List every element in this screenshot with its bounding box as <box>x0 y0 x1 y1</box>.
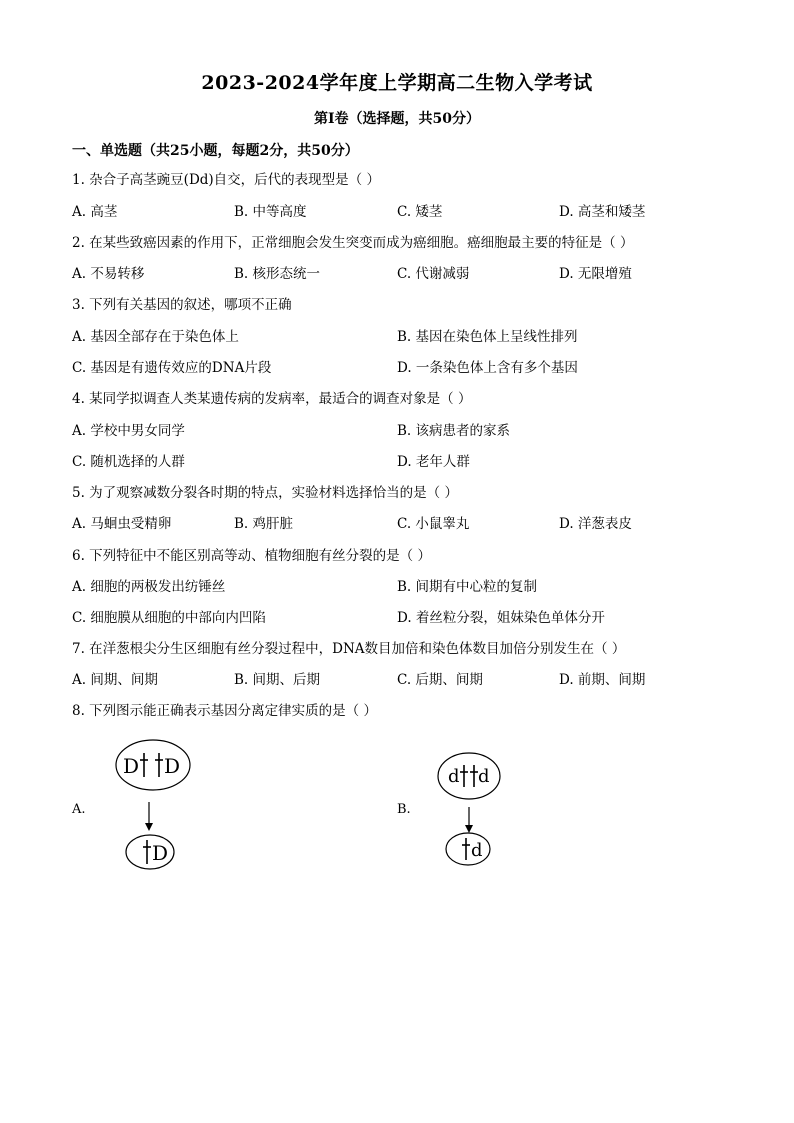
chromosome-icon <box>460 765 468 787</box>
question-6-option-a: A. 细胞的两极发出纺锤丝 <box>72 579 226 595</box>
allele-a-top-right: D <box>164 754 181 778</box>
question-7-option-b: B. 间期、后期 <box>234 672 321 688</box>
page-title: 2023-2024学年度上学期高二生物入学考试 <box>201 72 593 94</box>
question-8-option-a-label: A. <box>72 802 86 817</box>
question-2-option-d: D. 无限增殖 <box>559 266 632 282</box>
question-8-stem: 8. 下列图示能正确表示基因分离定律实质的是（ ） <box>72 703 377 719</box>
question-7-option-d: D. 前期、间期 <box>559 672 646 688</box>
question-6-stem: 6. 下列特征中不能区别高等动、植物细胞有丝分裂的是（ ） <box>72 548 431 564</box>
question-4-stem: 4. 某同学拟调查人类某遗传病的发病率，最适合的调查对象是（ ） <box>72 391 472 407</box>
question-2-option-b: B. 核形态统一 <box>234 266 321 282</box>
question-6-option-d: D. 着丝粒分裂，姐妹染色单体分开 <box>397 610 605 626</box>
question-3-stem: 3. 下列有关基因的叙述，哪项不正确 <box>72 297 292 313</box>
diagram-b <box>420 745 530 875</box>
question-6-option-b: B. 间期有中心粒的复制 <box>397 579 538 595</box>
question-7-option-a: A. 间期、间期 <box>72 672 158 688</box>
question-3-option-a: A. 基因全部存在于染色体上 <box>72 329 239 345</box>
question-1-option-d: D. 高茎和矮茎 <box>559 204 646 220</box>
diagram-a <box>100 735 230 875</box>
question-2-stem: 2. 在某些致癌因素的作用下，正常细胞会发生突变而成为癌细胞。癌细胞最主要的特征是（ ） <box>72 235 634 251</box>
daughter-cell-b <box>446 833 490 865</box>
chromosome-icon <box>462 838 470 860</box>
question-5-option-a: A. 马蛔虫受精卵 <box>72 516 172 532</box>
question-4-option-a: A. 学校中男女同学 <box>72 423 185 439</box>
allele-b-top-right: d <box>478 766 490 787</box>
chromosome-icon <box>470 765 478 787</box>
question-7-option-c: C. 后期、间期 <box>397 672 483 688</box>
question-4-option-c: C. 随机选择的人群 <box>72 454 185 470</box>
question-4-option-b: B. 该病患者的家系 <box>397 423 511 439</box>
question-1-option-b: B. 中等高度 <box>234 204 307 220</box>
allele-b-top-left: d <box>448 766 460 787</box>
chromosome-icon <box>143 840 151 864</box>
question-7-stem: 7. 在洋葱根尖分生区细胞有丝分裂过程中，DNA数目加倍和染色体数目加倍分别发生在（ ） <box>72 641 626 657</box>
question-1-option-a: A. 高茎 <box>72 204 118 220</box>
question-3-option-c: C. 基因是有遗传效应的DNA片段 <box>72 360 272 376</box>
arrow-down-icon <box>465 825 473 833</box>
question-1-stem: 1. 杂合子高茎豌豆(Dd)自交，后代的表现型是（ ） <box>72 172 380 188</box>
question-2-option-c: C. 代谢减弱 <box>397 266 470 282</box>
question-8-option-b-label: B. <box>397 802 411 817</box>
question-4-option-d: D. 老年人群 <box>397 454 470 470</box>
question-5-option-c: C. 小鼠睾丸 <box>397 516 470 532</box>
allele-a-bottom: D <box>152 841 169 865</box>
chromosome-icon <box>155 753 163 777</box>
allele-a-top-left: D <box>123 754 140 778</box>
section-heading: 一、单选题（共25小题，每题2分，共50分） <box>72 143 359 159</box>
question-6-option-c: C. 细胞膜从细胞的中部向内凹陷 <box>72 610 266 626</box>
question-3-option-d: D. 一条染色体上含有多个基因 <box>397 360 578 376</box>
question-1-option-c: C. 矮茎 <box>397 204 443 220</box>
question-2-option-a: A. 不易转移 <box>72 266 145 282</box>
allele-b-bottom: d <box>471 840 483 861</box>
question-3-option-b: B. 基因在染色体上呈线性排列 <box>397 329 578 345</box>
chromosome-icon <box>140 753 148 777</box>
question-5-option-b: B. 鸡肝脏 <box>234 516 294 532</box>
question-5-stem: 5. 为了观察减数分裂各时期的特点，实验材料选择恰当的是（ ） <box>72 485 458 501</box>
section-subtitle: 第Ⅰ卷（选择题，共50分） <box>313 111 481 127</box>
question-5-option-d: D. 洋葱表皮 <box>559 516 632 532</box>
arrow-down-icon <box>145 823 153 831</box>
